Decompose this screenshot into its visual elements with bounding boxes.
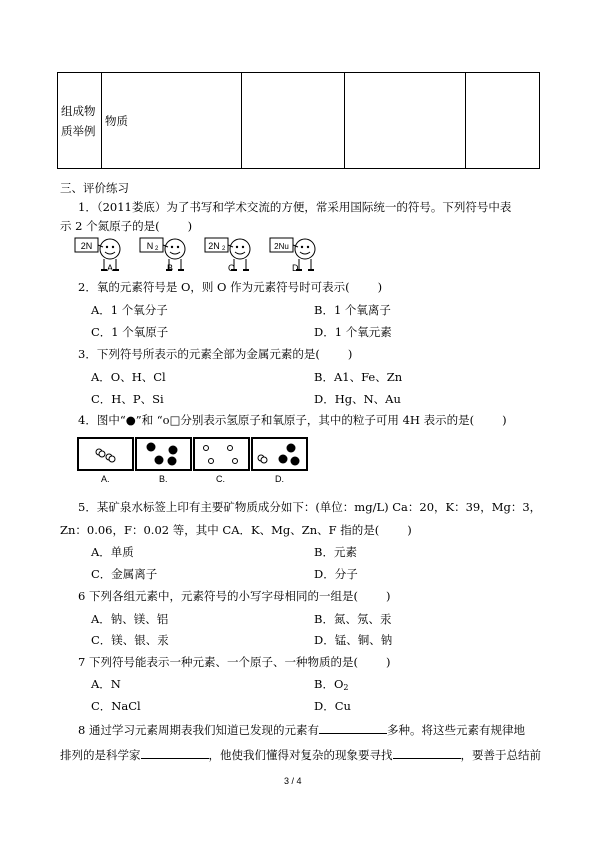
q8-line2 (60, 746, 541, 763)
q7-option-b-subscript: 2 (343, 683, 349, 692)
table-cell-empty-1 (242, 73, 344, 169)
page-number: 3 / 4 (284, 776, 302, 786)
fill-blank-3 (393, 746, 461, 759)
q8-line2-text-c: ，要善于总结前 (460, 748, 541, 762)
q7-stem-text: 7 下列符号能表示一种元素、一个原子、一种物质的是( (78, 655, 358, 669)
svg-text:2N: 2N (208, 241, 220, 251)
q7-stem (78, 655, 390, 670)
q7-stem-end: ) (385, 655, 391, 669)
q1-label-a: A (107, 263, 114, 273)
q4-label-a: A. (101, 474, 110, 484)
q5-option-c: C．金属离子 (91, 567, 158, 581)
q5-option-b: B．元素 (314, 545, 357, 559)
q2-stem-end: ) (377, 280, 383, 294)
q7-option-c: C．NaCl (91, 699, 141, 713)
q3-stem (78, 347, 352, 362)
q6-stem-end: ) (385, 589, 391, 603)
q6-option-d: D．锰、铜、钠 (314, 633, 393, 647)
q3-option-d: D．Hg、N、Au (314, 392, 401, 406)
svg-text:2: 2 (222, 246, 226, 252)
q2-stem-text: 2．氧的元素符号是 O，则 O 作为元素符号时可表示( (78, 280, 350, 294)
q4-box-d-particles (253, 439, 306, 469)
q4-box-b (135, 437, 192, 471)
q4-label-c: C. (216, 474, 225, 484)
q4-box-a-particles (79, 439, 132, 469)
svg-text:2Nu: 2Nu (274, 242, 289, 251)
table-row-label: 组成物质举例 (58, 73, 102, 169)
q7-option-b-text: B．O (314, 677, 344, 691)
q2-option-a: A．1 个氧分子 (91, 303, 168, 317)
svg-text:N: N (146, 241, 154, 251)
q4-stem (78, 413, 507, 428)
q1-label-c: C (228, 263, 235, 273)
fill-blank-1 (319, 721, 387, 734)
q5-option-a: A．单质 (91, 545, 134, 559)
q7-option-b (314, 677, 348, 692)
q8-line1-text-a: 8 通过学习元素周期表我们知道已发现的元素有 (78, 723, 319, 737)
q4-box-d (251, 437, 308, 471)
q4-label-b: B. (159, 474, 168, 484)
q6-option-a: A．钠、镁、铝 (91, 612, 169, 626)
q4-stem-text: 4．图中“●”和 “o□分别表示氢原子和氧原子，其中的粒子可用 4H 表示的是( (78, 413, 475, 427)
q3-option-c: C．H、P、Si (91, 392, 164, 406)
q6-stem-text: 6 下列各组元素中，元素符号的小写字母相同的一组是( (78, 589, 358, 603)
q7-option-a: A．N (91, 677, 121, 691)
q2-option-c: C．1 个氧原子 (91, 325, 169, 339)
q4-stem-end: ) (502, 413, 507, 427)
q8-line1 (78, 721, 525, 738)
q4-label-d: D. (275, 474, 284, 484)
table-cell-empty-3 (466, 73, 540, 169)
q1-line2 (60, 219, 192, 234)
q4-box-c (193, 437, 250, 471)
q1-label-d: D (292, 263, 299, 273)
q4-box-a (77, 437, 134, 471)
q4-box-b-particles (137, 439, 190, 469)
q1-stem: 示 2 个氮原子的是( (60, 219, 160, 233)
q5-stem-end: ) (407, 523, 412, 537)
q5-stem-text: Zn：0.06，F：0.02 等，其中 CA．K、Mg、Zn、F 指的是( (60, 523, 380, 537)
composition-table (57, 72, 540, 169)
q2-stem (78, 280, 382, 295)
q3-option-b: B．A1、Fe、Zn (314, 370, 403, 384)
svg-text:2: 2 (155, 246, 159, 252)
table-cell-empty-2 (344, 73, 466, 169)
q3-stem-text: 3．下列符号所表示的元素全部为金属元素的是( (78, 347, 320, 361)
q5-line1: 5．某矿泉水标签上印有主要矿物质成分如下：(单位：mg/L) Ca：20，K：39，Mg：3， (78, 500, 542, 514)
q8-line2-text-b: ，他使我们懂得对复杂的现象要寻找 (208, 748, 393, 762)
q1-line1: 1．（2011娄底）为了书写和学术交流的方便，常采用国际统一的符号。下列符号中表 (78, 200, 512, 214)
q3-stem-end: ) (347, 347, 353, 361)
q1-stem-end: ) (187, 219, 193, 233)
svg-text:2N: 2N (80, 241, 93, 251)
q3-option-a: A．O、H、Cl (91, 370, 166, 384)
q6-stem (78, 589, 390, 604)
q2-option-b: B．1 个氧离子 (314, 303, 391, 317)
q1-label-b: B (167, 263, 174, 273)
q6-option-c: C．镁、银、汞 (91, 633, 169, 647)
q6-option-b: B．氮、氖、汞 (314, 612, 392, 626)
table-cell-substance: 物质 (102, 73, 242, 169)
section-title: 三、评价练习 (60, 181, 129, 195)
q8-line2-text-a: 排列的是科学家 (60, 748, 141, 762)
q8-line1-text-b: 多种。将这些元素有规律地 (386, 723, 525, 737)
q5-line2 (60, 523, 412, 538)
q5-option-d: D．分子 (314, 567, 358, 581)
fill-blank-2 (141, 746, 209, 759)
q7-option-d: D．Cu (314, 699, 351, 713)
q4-box-c-particles (195, 439, 248, 469)
q2-option-d: D．1 个氧元素 (314, 325, 392, 339)
